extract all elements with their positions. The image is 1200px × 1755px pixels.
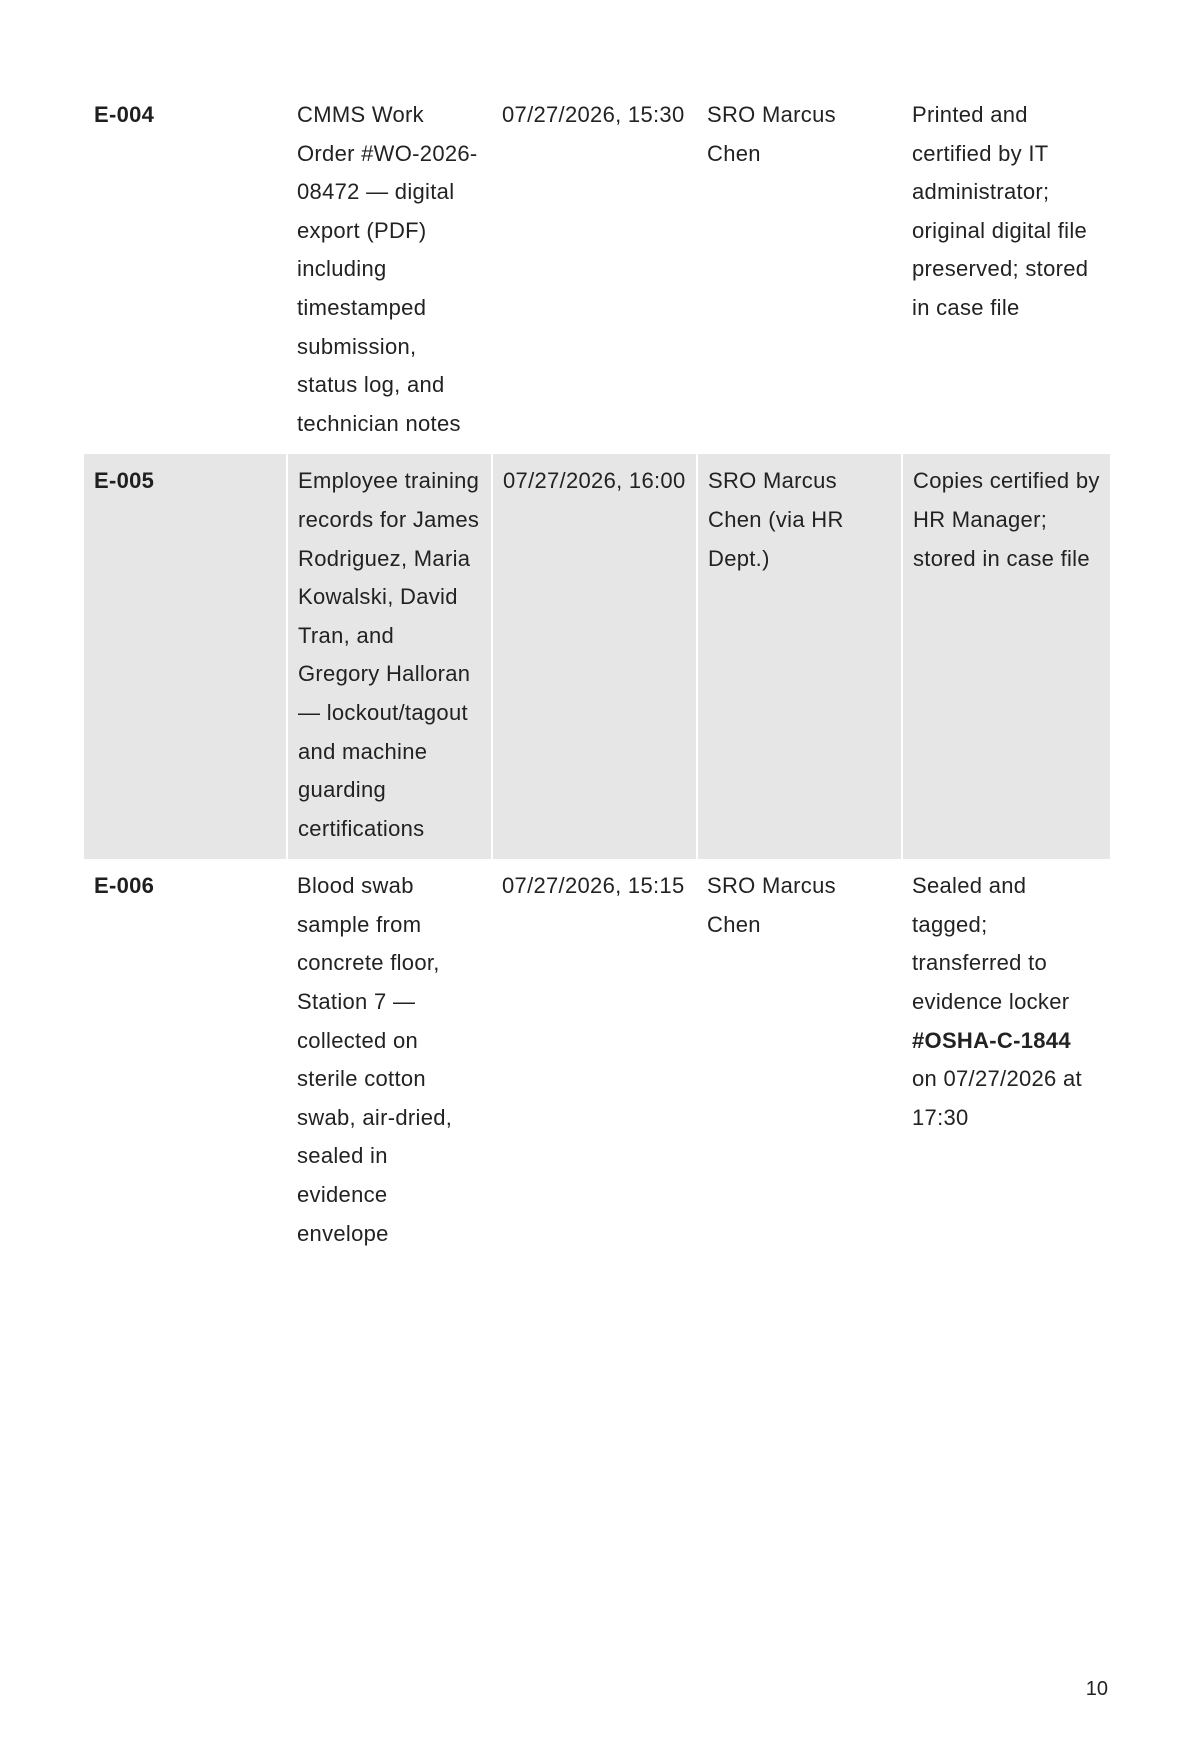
evidence-datetime: 07/27/2026, 15:15 [502,873,685,899]
evidence-description: Blood swab sample from concrete floor, Station 7 — collected on sterile cotton swab, air-dried, sealed in evidence envelope [297,873,453,1246]
table-row [84,88,1110,454]
evidence-id: E-006 [94,873,155,899]
evidence-id: E-005 [84,454,287,859]
evidence-storage [902,859,1110,1264]
evidence-collected-by: SRO Marcus Chen [707,873,836,937]
evidence-id: E-004 [94,102,155,127]
evidence-collected-by: SRO Marcus Chen (via HR Dept.) [697,454,902,859]
storage-text-suffix: on 07/27/2026 at 17:30 [912,1066,1082,1130]
page-number: 10 [1085,1678,1108,1700]
evidence-locker-id: #OSHA-C-1844 [912,1027,1071,1053]
storage-text: Sealed and tagged; transferred to evidence locker [912,873,1070,1015]
evidence-storage: Printed and certified by IT administrator; original digital file preserved; stored in case file [912,102,1089,320]
evidence-collected-by: SRO Marcus Chen [707,102,836,166]
evidence-datetime: 07/27/2026, 15:30 [502,102,685,127]
evidence-storage: Copies certified by HR Manager; stored in case file [902,454,1110,859]
evidence-table [84,88,1110,1264]
evidence-description: CMMS Work Order #WO-2026-08472 — digital export (PDF) including timestamped submission, status log, and technician notes [297,102,478,436]
table-row [84,454,1110,859]
table-row [84,859,1110,1264]
evidence-description: Employee training records for James Rodriguez, Maria Kowalski, David Tran, and Gregory Halloran — lockout/tagout and machine guarding certifications [287,454,492,859]
evidence-datetime: 07/27/2026, 16:00 [492,454,697,859]
